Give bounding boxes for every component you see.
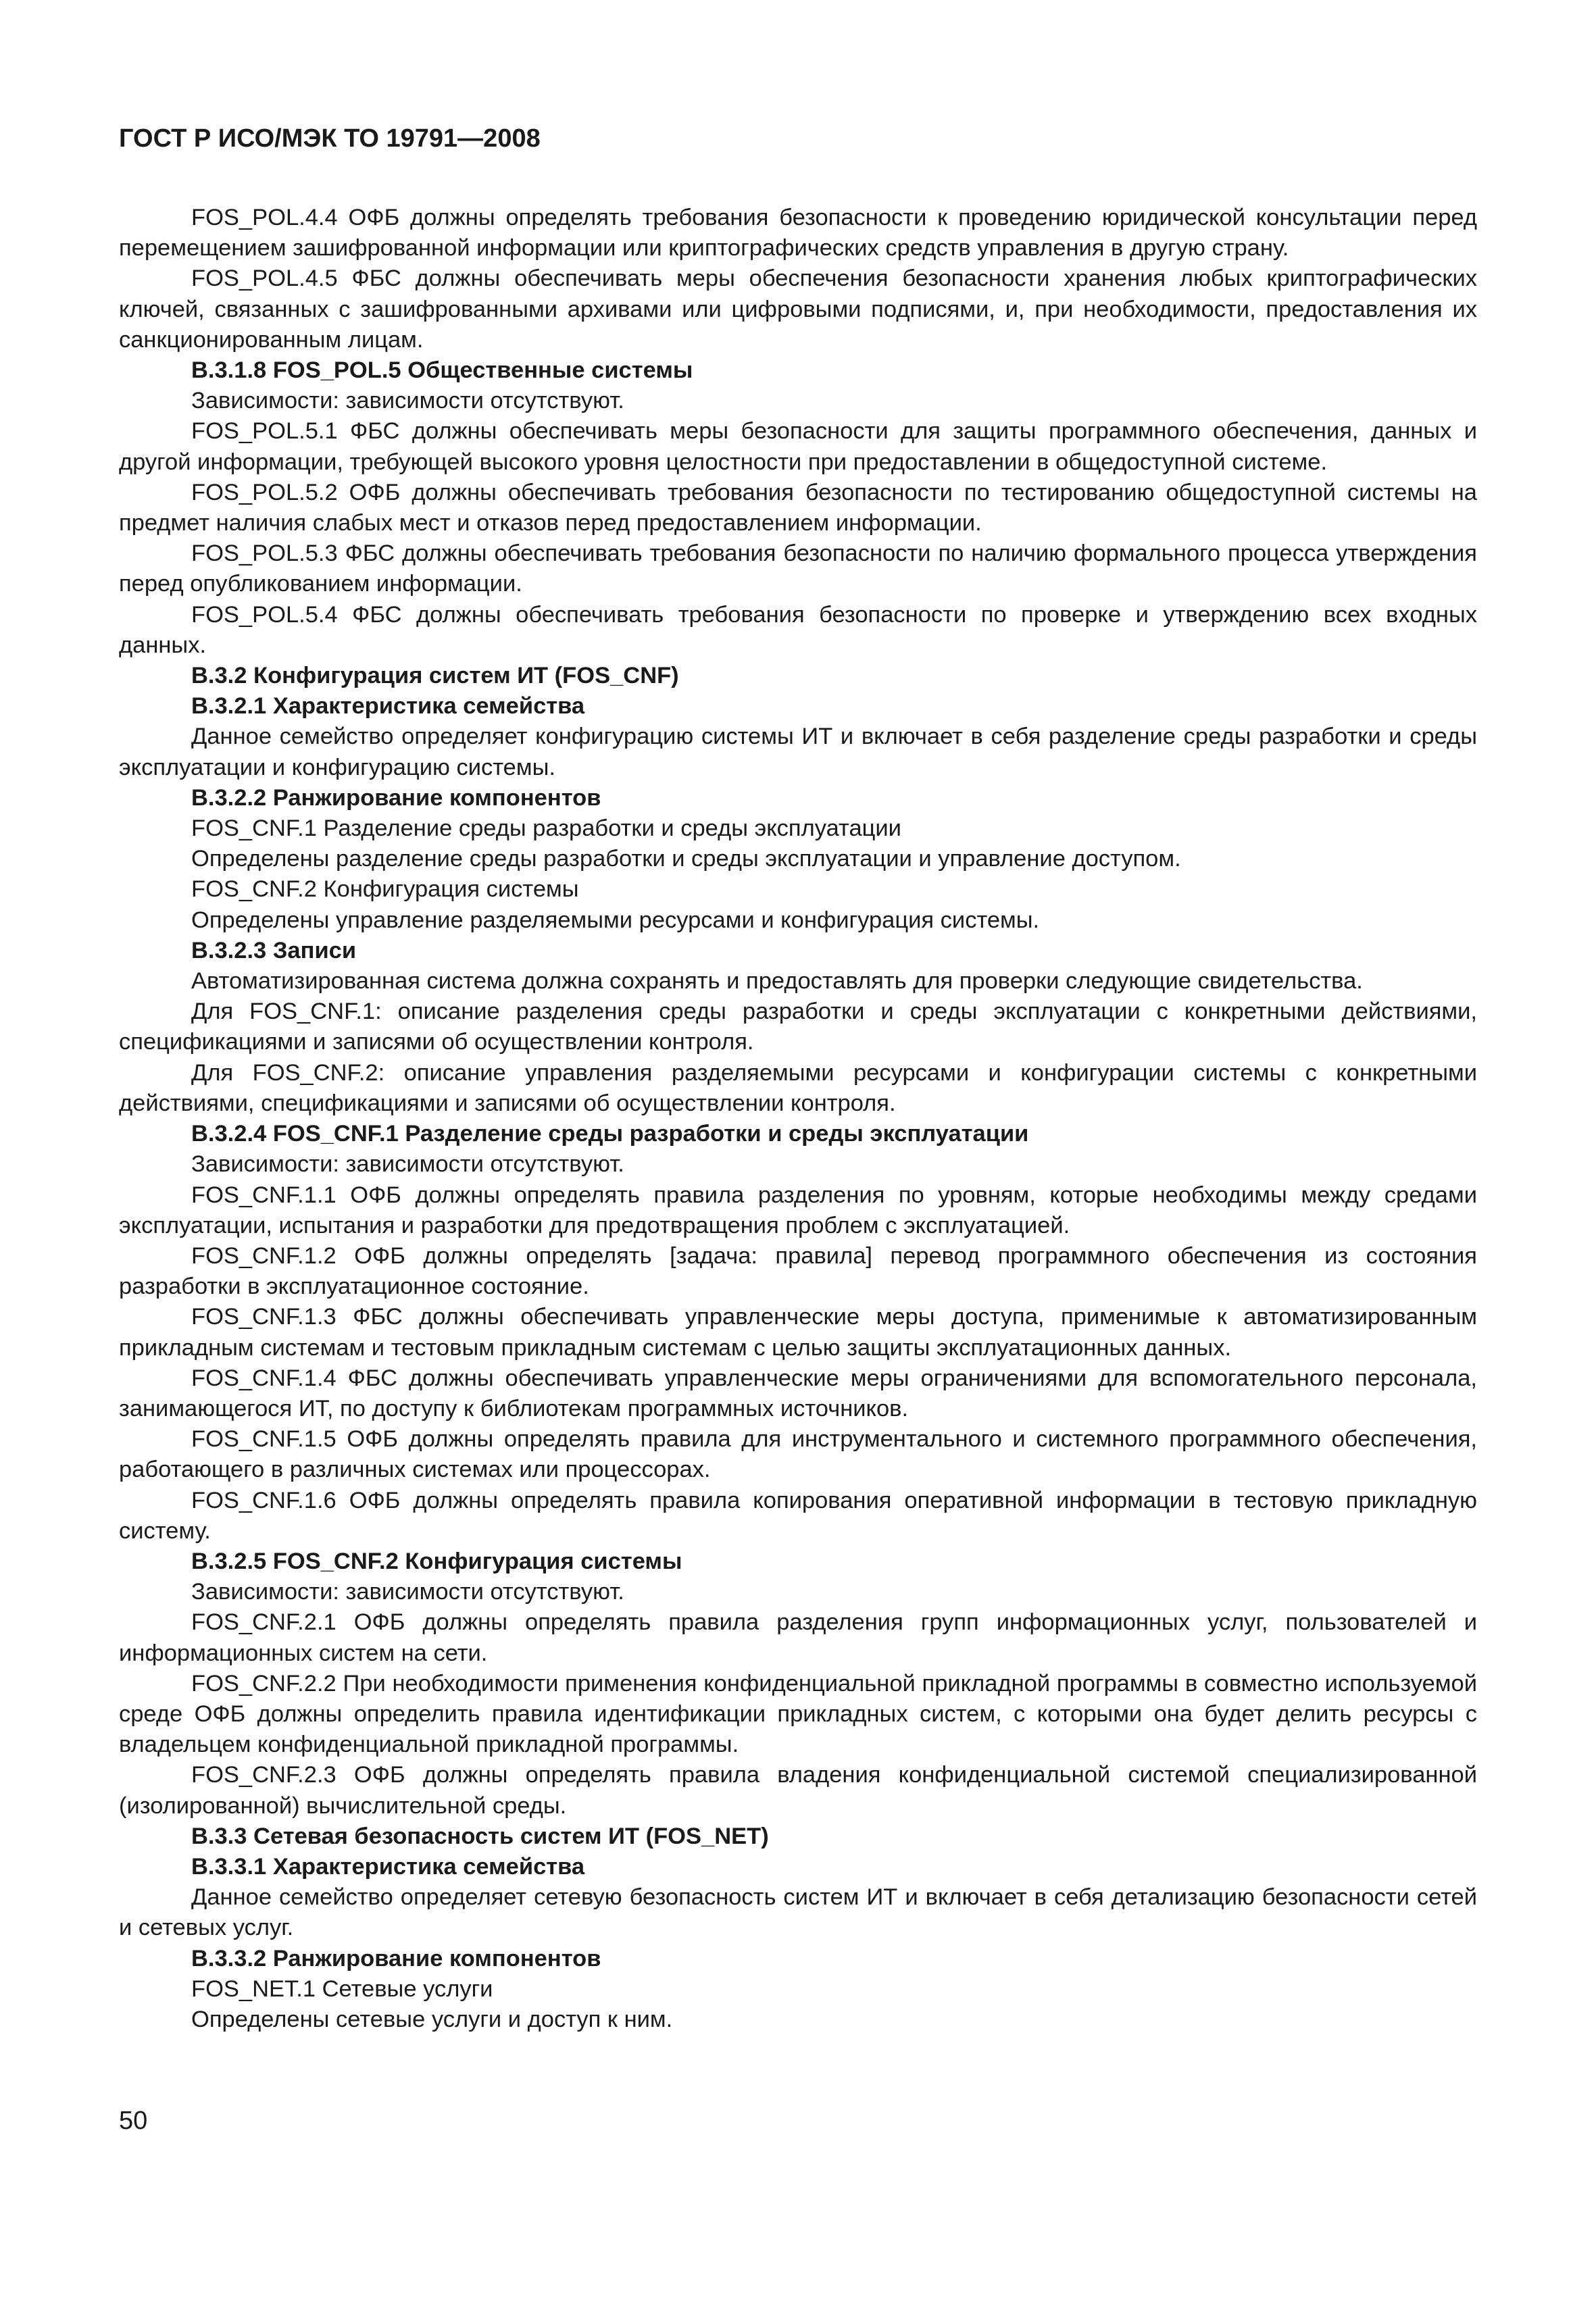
paragraph: FOS_POL.5.1 ФБС должны обеспечивать меры безопасности для защиты программного обеспечения, данных и другой информации, требующей высокого уровня целостности при предоставлении в общедоступной системе. — [119, 418, 1477, 475]
paragraph: FOS_CNF.1.2 ОФБ должны определять [задача: правила] перевод программного обеспечения из состояния разработки в эксплуатационное состояние. — [119, 1242, 1477, 1300]
section-heading: В.3.2.4 FOS_CNF.1 Разделение среды разработки и среды эксплуатации — [191, 1121, 1029, 1147]
paragraph: Определены разделение среды разработки и среды эксплуатации и управление доступом. — [191, 846, 1181, 872]
paragraph: Определены управление разделяемыми ресурсами и конфигурация системы. — [191, 907, 1040, 933]
paragraph: FOS_CNF.1 Разделение среды разработки и среды эксплуатации — [191, 815, 901, 842]
paragraph: FOS_CNF.1.6 ОФБ должны определять правила копирования оперативной информации в тестовую прикладную систему. — [119, 1487, 1477, 1544]
page-header-title: ГОСТ Р ИСО/МЭК ТО 19791—2008 — [119, 124, 541, 153]
paragraph: FOS_CNF.1.3 ФБС должны обеспечивать управленческие меры доступа, применимые к автоматизированным прикладным системам и тестовым прикладным системам с целью защиты эксплуатационных данных. — [119, 1304, 1477, 1361]
paragraph: FOS_CNF.1.4 ФБС должны обеспечивать управленческие меры ограничениями для вспомогательного персонала, занимающегося ИТ, по доступу к библиотекам программных источников. — [119, 1365, 1477, 1422]
paragraph: FOS_POL.5.4 ФБС должны обеспечивать требования безопасности по проверке и утверждению всех входных данных. — [119, 601, 1477, 658]
section-heading: В.3.2.5 FOS_CNF.2 Конфигурация системы — [191, 1548, 682, 1574]
paragraph: FOS_CNF.1.5 ОФБ должны определять правила для инструментального и системного программного обеспечения, работающего в различных системах или процессорах. — [119, 1426, 1477, 1483]
paragraph: FOS_CNF.1.1 ОФБ должны определять правила разделения по уровням, которые необходимы между средами эксплуатации, испытания и разработки для предотвращения проблем с эксплуатацией. — [119, 1182, 1477, 1238]
section-heading: В.3.2 Конфигурация систем ИТ (FOS_CNF) — [191, 663, 679, 689]
document-body — [119, 203, 1477, 2035]
paragraph: FOS_CNF.2.2 При необходимости применения конфиденциальной прикладной программы в совместно используемой среде ОФБ должны определить правила идентификации прикладных систем, с которыми она будет делить ресурсы с владельцем конфиденциальной прикладной программы. — [119, 1670, 1477, 1758]
paragraph: Для FOS_CNF.1: описание разделения среды разработки и среды эксплуатации с конкретными действиями, спецификациями и записями об осуществлении контроля. — [119, 999, 1477, 1055]
paragraph: Определены сетевые услуги и доступ к ним. — [191, 2006, 673, 2032]
paragraph: FOS_POL.5.2 ОФБ должны обеспечивать требования безопасности по тестированию общедоступной системы на предмет наличия слабых мест и отказов перед предоставлением информации. — [119, 479, 1477, 536]
section-heading: В.3.3.1 Характеристика семейства — [191, 1853, 585, 1880]
paragraph: FOS_CNF.2.1 ОФБ должны определять правила разделения групп информационных услуг, пользователей и информационных систем на сети. — [119, 1609, 1477, 1666]
page-number: 50 — [119, 2107, 148, 2135]
section-heading: В.3.3 Сетевая безопасность систем ИТ (FOS_NET) — [191, 1823, 769, 1849]
paragraph: FOS_POL.4.4 ОФБ должны определять требования безопасности к проведению юридической консультации перед перемещением зашифрованной информации или криптографических средств управления в другую страну. — [119, 205, 1477, 261]
section-heading: В.3.2.2 Ранжирование компонентов — [191, 784, 601, 811]
paragraph: Для FOS_CNF.2: описание управления разделяемыми ресурсами и конфигурации системы с конкретными действиями, спецификациями и записями об осуществлении контроля. — [119, 1059, 1477, 1116]
paragraph: Зависимости: зависимости отсутствуют. — [191, 388, 624, 414]
paragraph: Данное семейство определяет сетевую безопасность систем ИТ и включает в себя детализацию безопасности сетей и сетевых услуг. — [119, 1884, 1477, 1941]
paragraph: FOS_CNF.2 Конфигурация системы — [191, 876, 579, 903]
paragraph: FOS_POL.4.5 ФБС должны обеспечивать меры обеспечения безопасности хранения любых криптографических ключей, связанных с зашифрованными архивами или цифровыми подписями, и, при необходимости, предоставления их санкционированным лицам. — [119, 266, 1477, 353]
paragraph: Данное семейство определяет конфигурацию системы ИТ и включает в себя разделение среды разработки и среды эксплуатации и конфигурацию системы. — [119, 724, 1477, 780]
paragraph: FOS_NET.1 Сетевые услуги — [191, 1976, 493, 2002]
paragraph: Зависимости: зависимости отсутствуют. — [191, 1579, 624, 1605]
paragraph: Автоматизированная система должна сохранять и предоставлять для проверки следующие свидетельства. — [191, 968, 1363, 995]
section-heading: В.3.1.8 FOS_POL.5 Общественные системы — [191, 357, 693, 384]
section-heading: В.3.3.2 Ранжирование компонентов — [191, 1945, 601, 1971]
paragraph: FOS_POL.5.3 ФБС должны обеспечивать требования безопасности по наличию формального процесса утверждения перед опубликованием информации. — [119, 540, 1477, 597]
section-heading: В.3.2.3 Записи — [191, 937, 357, 963]
paragraph: Зависимости: зависимости отсутствуют. — [191, 1151, 624, 1178]
paragraph: FOS_CNF.2.3 ОФБ должны определять правила владения конфиденциальной системой специализированной (изолированной) вычислительной среды. — [119, 1762, 1477, 1819]
section-heading: В.3.2.1 Характеристика семейства — [191, 693, 585, 720]
